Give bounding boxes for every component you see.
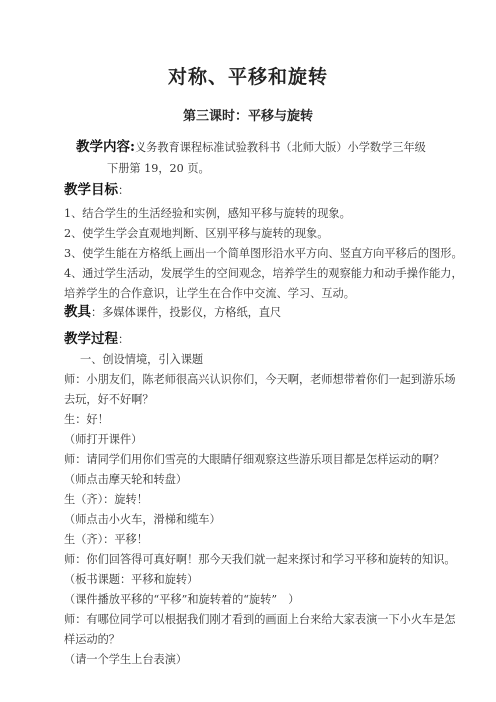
process-heading-line xyxy=(64,331,129,348)
process-line: （师打开课件） xyxy=(64,433,143,446)
process-line: 去玩，好不好啊？ xyxy=(64,393,154,406)
goal-item: 3、使学生能在方格纸上画出一个简单图形沿水平方向、竖直方向平移后的图形。 xyxy=(64,247,463,260)
process-line: 生（齐）：旋转！ xyxy=(64,493,148,506)
lesson-subtitle: 第三课时：平移与旋转 xyxy=(182,109,313,124)
goal-item: 1、结合学生的生活经验和实例，感知平移与旋转的现象。 xyxy=(64,207,351,220)
process-line: （师点击摩天轮和转盘） xyxy=(64,473,188,486)
goals-heading: 教学目标 xyxy=(64,182,118,198)
process-line: （板书课题：平移和旋转） xyxy=(64,573,199,586)
content-text-continued: 下册第 19，20 页。 xyxy=(107,162,210,175)
process-line: （师点击小火车，滑梯和缆车） xyxy=(64,513,221,526)
process-line: 生（齐）：平移！ xyxy=(64,533,148,546)
goal-item: 4、通过学生活动，发展学生的空间观念，培养学生的观察能力和动手操作能力， xyxy=(64,267,463,280)
tools-text: ：多媒体课件，投影仪，方格纸，直尺 xyxy=(91,306,282,319)
process-heading: 教学过程 xyxy=(64,331,118,347)
content-heading: 教学内容: xyxy=(76,139,135,155)
document-title: 对称、平移和旋转 xyxy=(167,66,328,88)
process-line: 生：好！ xyxy=(64,413,109,426)
content-text: 义务教育课程标准试验教科书（北师大版）小学数学三年级 xyxy=(134,141,426,154)
process-line: （课件播放平移的“平移”和旋转着的“旋转” ） xyxy=(64,593,300,606)
process-line: 样运动的？ xyxy=(64,633,120,646)
process-line: （请一个学生上台表演） xyxy=(64,653,188,666)
process-colon: ： xyxy=(118,333,130,346)
goal-item: 2、使学生学会直观地判断、区别平移与旋转的现象。 xyxy=(64,227,329,240)
content-line xyxy=(76,139,426,156)
tools-heading: 教具 xyxy=(64,304,91,320)
process-line: 一、创设情境，引入课题 xyxy=(80,353,204,366)
process-line: 师：小朋友们，陈老师很高兴认识你们，今天啊，老师想带着你们一起到游乐场 xyxy=(64,373,456,386)
process-line: 师：有哪位同学可以根据我们刚才看到的画面上台来给大家表演一下小火车是怎 xyxy=(64,613,456,626)
tools-line xyxy=(64,304,281,321)
goals-heading-line xyxy=(64,182,129,199)
goal-item: 培养学生的合作意识，让学生在合作中交流、学习、互动。 xyxy=(64,287,355,300)
process-line: 师：你们回答得可真好啊！那今天我们就一起来探讨和学习平移和旋转的知识。 xyxy=(64,553,456,566)
goals-colon: ： xyxy=(118,184,130,197)
process-line: 师：请同学们用你们雪亮的大眼睛仔细观察这些游乐项目都是怎样运动的啊？ xyxy=(64,453,445,466)
